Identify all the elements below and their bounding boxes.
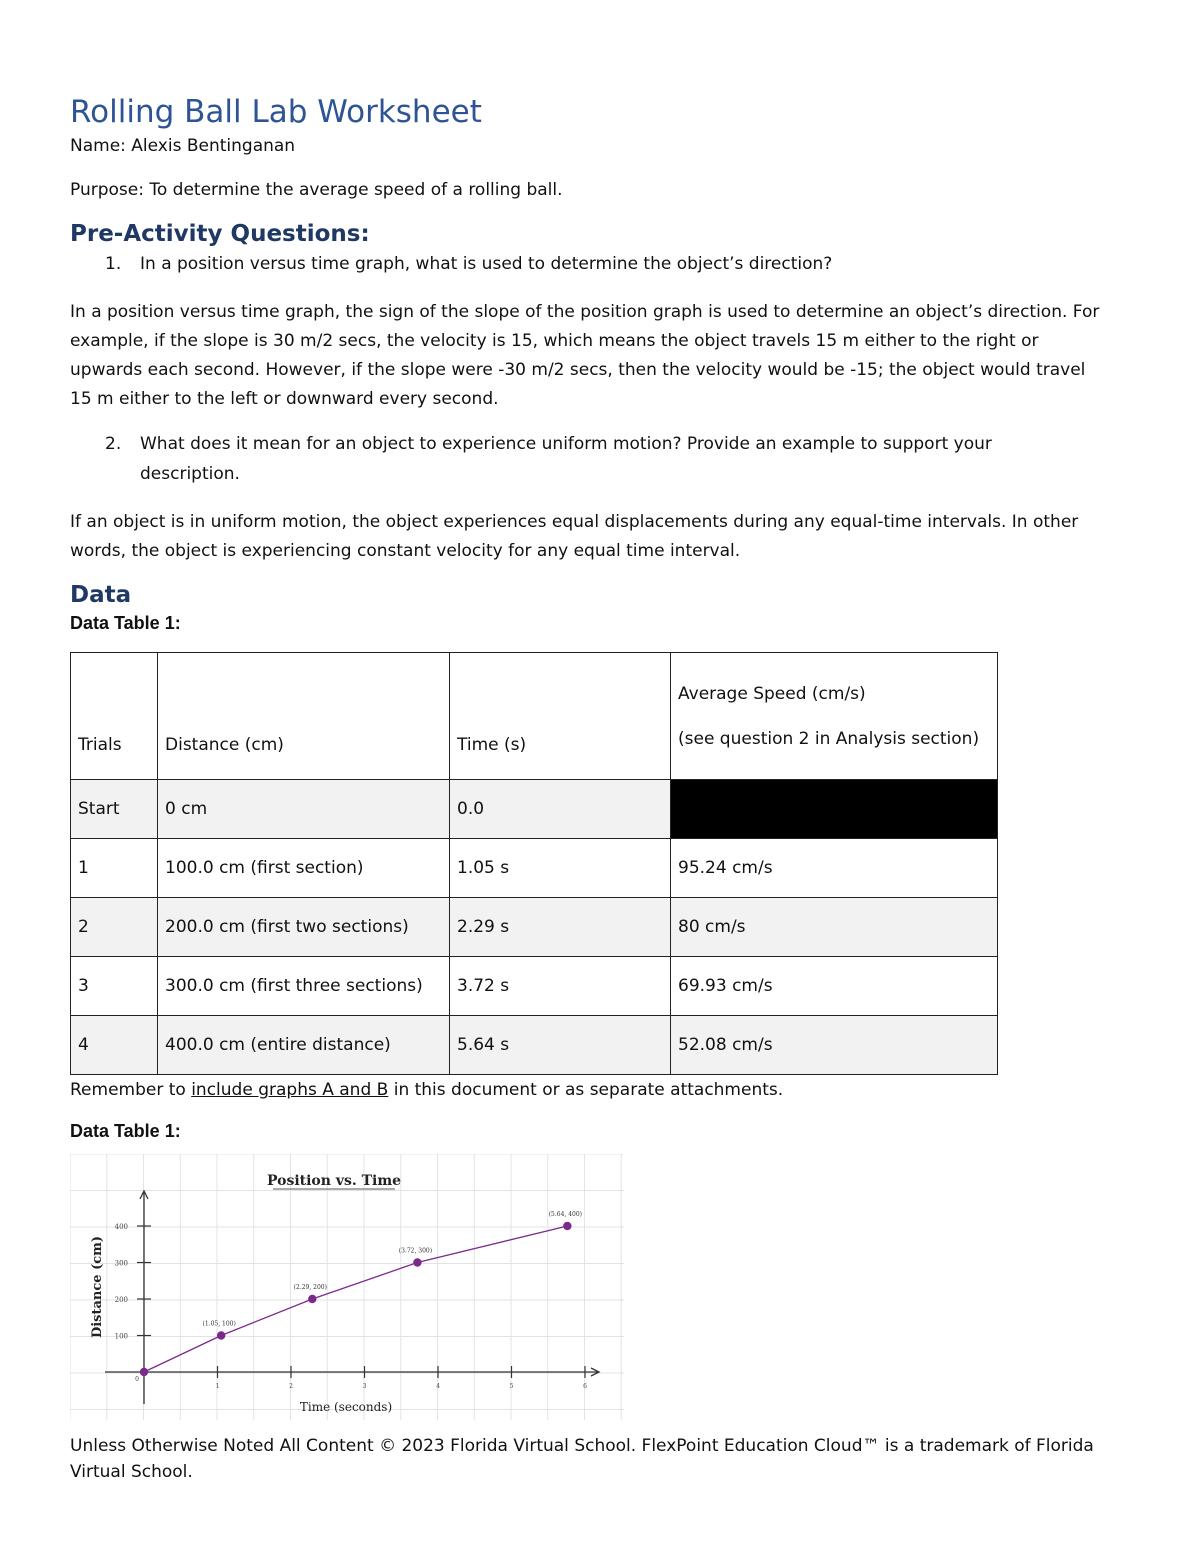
- cell-speed-blacked: [671, 780, 998, 839]
- question-1-text: In a position versus time graph, what is used to determine the object’s direction?: [140, 254, 833, 274]
- data-point: [563, 1222, 571, 1230]
- pre-activity-heading: Pre-Activity Questions:: [70, 221, 370, 247]
- origin-label: 0: [135, 1376, 139, 1383]
- data-point: [217, 1331, 225, 1339]
- footer: [70, 1433, 1130, 1485]
- table-row: [71, 780, 998, 839]
- remember-text: Remember to: [70, 1080, 192, 1100]
- page-title: Rolling Ball Lab Worksheet: [70, 94, 482, 130]
- cell-distance: 100.0 cm (first section): [158, 839, 450, 898]
- table-row: [71, 839, 998, 898]
- table-1-label: Data Table 1:: [70, 613, 181, 633]
- cell-distance: 0 cm: [158, 780, 450, 839]
- purpose-line: Purpose: To determine the average speed of a rolling ball.: [70, 180, 563, 200]
- data-point-label: (5.64, 400): [548, 1211, 583, 1218]
- question-2-text: What does it mean for an object to experience uniform motion? Provide an example to support your: [140, 434, 992, 454]
- data-point-label: (1.05, 100): [202, 1320, 236, 1328]
- cell-distance: 200.0 cm (first two sections): [158, 898, 450, 957]
- cell-distance: 400.0 cm (entire distance): [158, 1016, 450, 1075]
- question-2-number: 2.: [105, 434, 122, 454]
- answer-2-line: words, the object is experiencing constant velocity for any equal time interval.: [70, 541, 741, 561]
- cell-speed: 69.93 cm/s: [671, 957, 998, 1016]
- footer-line: Virtual School.: [70, 1462, 193, 1482]
- data-heading: Data: [70, 582, 132, 608]
- cell-speed: 52.08 cm/s: [671, 1016, 998, 1075]
- remember-text: in this document or as separate attachments.: [388, 1080, 784, 1100]
- answer-1-line: 15 m either to the left or downward every second.: [70, 389, 499, 409]
- position-time-chart: [70, 1154, 624, 1420]
- y-tick-label: 200: [114, 1296, 128, 1304]
- series-line: [144, 1226, 567, 1372]
- x-tick-label: 1: [215, 1383, 220, 1390]
- name-line: Name: Alexis Bentinganan: [70, 136, 296, 156]
- footer-line: Unless Otherwise Noted All Content © 2023 Florida Virtual School. FlexPoint Education Cloud™ is a trademark of Florida: [70, 1436, 1094, 1456]
- header-speed-line: Average Speed (cm/s): [678, 683, 866, 704]
- data-point-label: (3.72, 300): [398, 1247, 433, 1255]
- question-2-line: [70, 429, 1130, 459]
- cell-trial: 2: [71, 898, 158, 957]
- cell-trial: 3: [71, 957, 158, 1016]
- question-1: [70, 249, 1130, 279]
- x-tick-label: 6: [583, 1383, 587, 1390]
- x-tick-label: 4: [436, 1383, 440, 1390]
- data-point: [140, 1368, 148, 1376]
- data-point-label: (2.29, 200): [293, 1284, 327, 1291]
- data-point: [308, 1295, 316, 1303]
- x-tick-label: 3: [362, 1383, 367, 1390]
- cell-time: 2.29 s: [450, 898, 671, 957]
- y-axis-label: Distance (cm): [90, 1235, 105, 1339]
- header-speed-note: (see question 2 in Analysis section): [678, 728, 980, 749]
- x-axis-label: Time (seconds): [299, 1400, 393, 1414]
- cell-speed: 80 cm/s: [671, 898, 998, 957]
- chart-title: Position vs. Time: [266, 1173, 402, 1189]
- table-row: [71, 1016, 998, 1075]
- header-time: Time (s): [450, 653, 671, 780]
- answer-1-line: upwards each second. However, if the slope were -30 m/2 secs, then the velocity would be -15; the object would travel: [70, 360, 1086, 380]
- table-row: [71, 957, 998, 1016]
- cell-trial: Start: [71, 780, 158, 839]
- table-2-label: Data Table 1:: [70, 1121, 181, 1141]
- cell-time: 0.0: [450, 780, 671, 839]
- header-trials: Trials: [71, 653, 158, 780]
- cell-time: 5.64 s: [450, 1016, 671, 1075]
- graphs-link[interactable]: include graphs A and B: [191, 1080, 389, 1100]
- answer-2: [70, 508, 1130, 566]
- answer-1-line: In a position versus time graph, the sign of the slope of the position graph is used to determine an object’s direction. For: [70, 302, 1100, 322]
- cell-time: 1.05 s: [450, 839, 671, 898]
- remember-note: [70, 1076, 1130, 1104]
- question-1-number: 1.: [105, 254, 122, 274]
- answer-1-line: example, if the slope is 30 m/2 secs, the velocity is 15, which means the object travels 15 m either to the right or: [70, 331, 1039, 351]
- cell-speed: 95.24 cm/s: [671, 839, 998, 898]
- cell-trial: 1: [71, 839, 158, 898]
- question-2: [70, 429, 1130, 489]
- data-table: [70, 652, 998, 1075]
- chart-svg: [70, 1154, 624, 1420]
- header-average-speed: [671, 653, 998, 780]
- cell-time: 3.72 s: [450, 957, 671, 1016]
- x-tick-label: 5: [509, 1383, 514, 1390]
- worksheet-page: [70, 92, 1130, 1485]
- table-row: [71, 898, 998, 957]
- header-distance: Distance (cm): [158, 653, 450, 780]
- answer-2-line: If an object is in uniform motion, the object experiences equal displacements during any equal-time intervals. In other: [70, 512, 1079, 532]
- table-header-row: [71, 653, 998, 780]
- answer-1: [70, 298, 1130, 414]
- cell-trial: 4: [71, 1016, 158, 1075]
- data-point: [413, 1258, 421, 1266]
- cell-distance: 300.0 cm (first three sections): [158, 957, 450, 1016]
- x-tick-label: 2: [289, 1383, 293, 1390]
- y-tick-label: 400: [114, 1223, 128, 1231]
- y-tick-label: 300: [114, 1259, 128, 1268]
- y-tick-label: 100: [114, 1332, 128, 1341]
- question-2-line: description.: [140, 464, 240, 484]
